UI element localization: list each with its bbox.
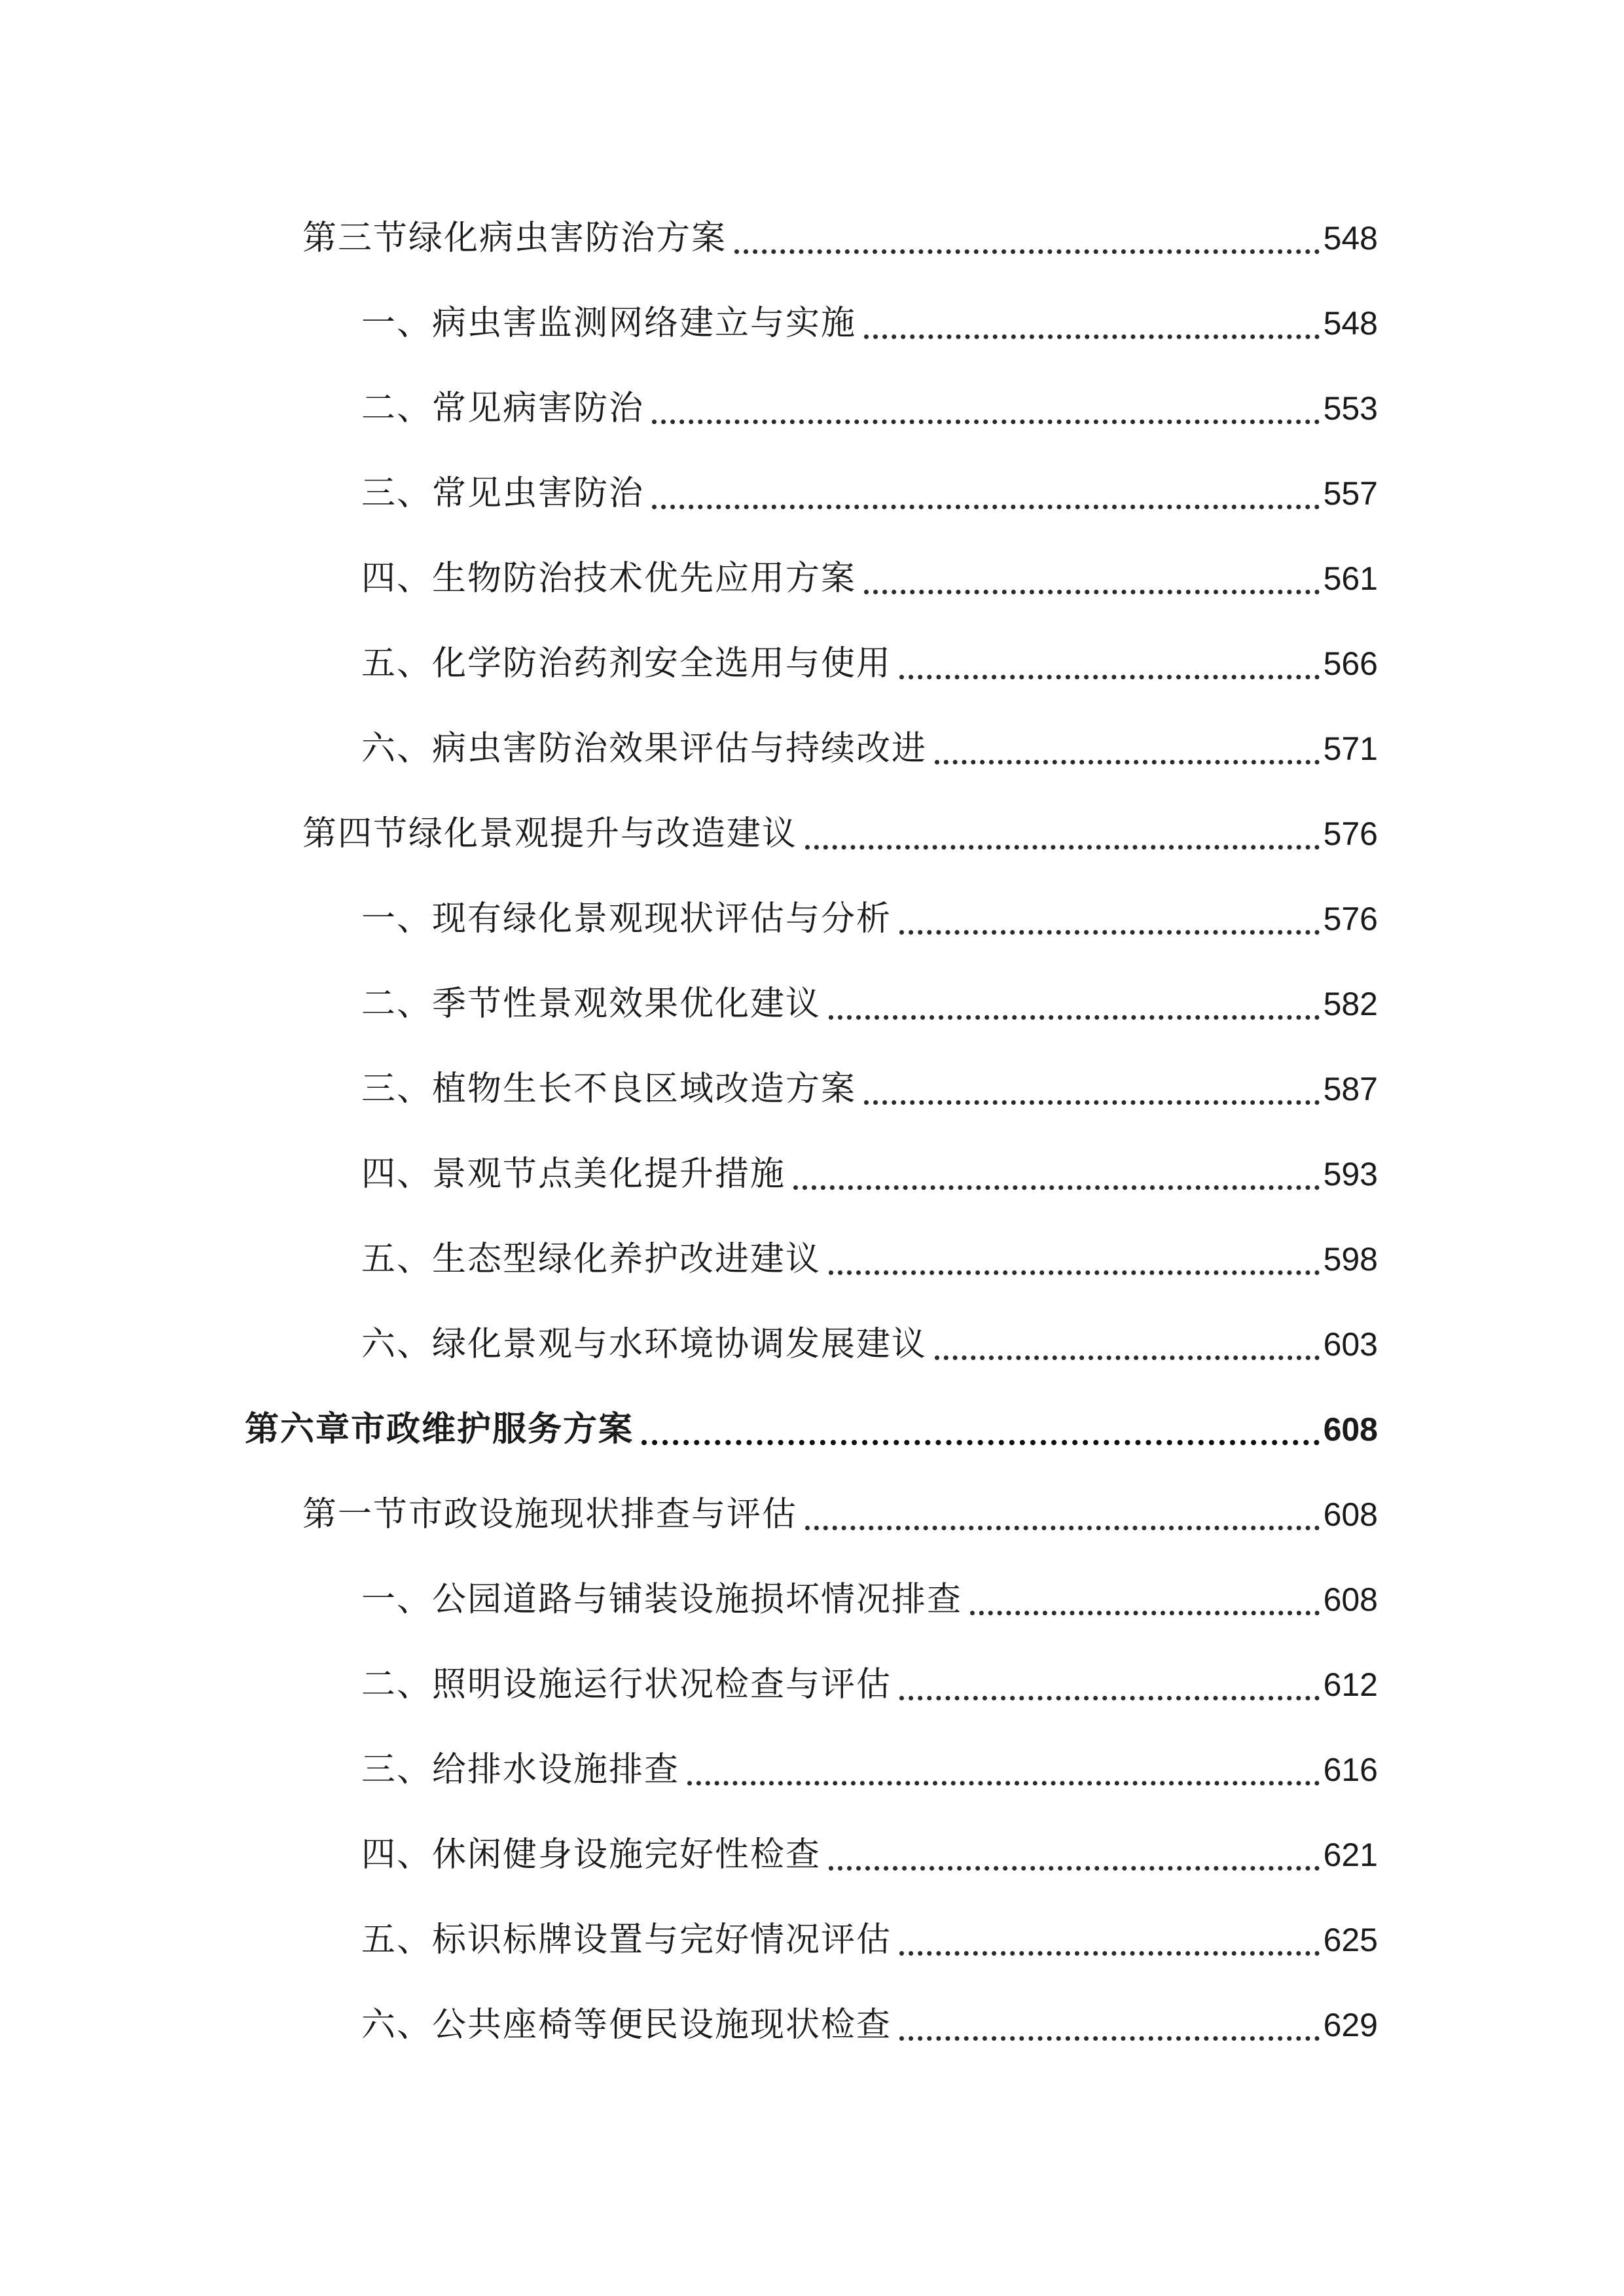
toc-entry[interactable] <box>361 1744 1378 1796</box>
toc-entry[interactable] <box>302 1488 1378 1541</box>
toc-dot-leader <box>805 1526 1320 1530</box>
toc-dot-leader <box>687 1781 1320 1785</box>
toc-dot-leader <box>864 1100 1320 1105</box>
toc-entry[interactable] <box>361 723 1378 775</box>
toc-entry-page: 608 <box>1323 1496 1378 1533</box>
toc-entry-title: 六、公共座椅等便民设施现状检查 <box>361 2005 892 2045</box>
toc-dot-leader <box>829 1270 1320 1275</box>
toc-dot-leader <box>935 1355 1320 1360</box>
toc-entry-page: 553 <box>1323 390 1378 427</box>
toc-dot-leader <box>864 590 1320 594</box>
toc-entry-page: 616 <box>1323 1751 1378 1788</box>
toc-entry[interactable] <box>361 637 1378 690</box>
toc-entry-page: 608 <box>1323 1581 1378 1618</box>
toc-dot-leader <box>734 249 1320 254</box>
toc-dot-leader <box>899 675 1320 679</box>
toc-entry-page: 625 <box>1323 1922 1378 1958</box>
toc-entry[interactable] <box>361 1148 1378 1200</box>
toc-entry[interactable] <box>361 467 1378 520</box>
toc-entry-title: 二、常见病害防治 <box>361 389 645 428</box>
toc-entry[interactable] <box>361 1318 1378 1371</box>
toc-entry[interactable] <box>361 1063 1378 1115</box>
toc-entry-page: 587 <box>1323 1071 1378 1107</box>
toc-entry-title: 三、给排水设施排查 <box>361 1750 680 1789</box>
toc-entry[interactable] <box>361 1829 1378 1881</box>
toc-entry-page: 608 <box>1323 1411 1378 1448</box>
toc-entry-title: 五、化学防治药剂安全选用与使用 <box>361 644 892 683</box>
toc-entry[interactable] <box>361 1914 1378 1966</box>
toc-entry-title: 第三节绿化病虫害防治方案 <box>302 219 727 258</box>
toc-dot-leader <box>899 2036 1320 2041</box>
toc-entry[interactable] <box>361 552 1378 605</box>
toc-entry-title: 四、生物防治技术优先应用方案 <box>361 559 857 598</box>
toc-entry-page: 593 <box>1323 1156 1378 1193</box>
toc-entry[interactable] <box>361 893 1378 945</box>
toc-entry-page: 598 <box>1323 1241 1378 1278</box>
toc-dot-leader <box>899 1696 1320 1700</box>
toc-entry[interactable] <box>302 808 1378 860</box>
toc-dot-leader <box>805 845 1320 850</box>
toc-entry-page: 576 <box>1323 816 1378 852</box>
toc-entry[interactable] <box>361 297 1378 350</box>
toc-entry-title: 一、病虫害监测网络建立与实施 <box>361 304 857 343</box>
toc-entry-page: 571 <box>1323 730 1378 767</box>
toc-entry-title: 四、景观节点美化提升措施 <box>361 1155 786 1194</box>
toc-entry-title: 二、季节性景观效果优化建议 <box>361 984 821 1024</box>
toc-entry-title: 三、常见虫害防治 <box>361 474 645 513</box>
toc-entry-page: 566 <box>1323 645 1378 682</box>
toc-dot-leader <box>899 1951 1320 1956</box>
toc-dot-leader <box>793 1185 1320 1190</box>
toc-entry-page: 576 <box>1323 901 1378 937</box>
toc-entry-title: 六、病虫害防治效果评估与持续改进 <box>361 729 928 768</box>
toc-entry-title: 二、照明设施运行状况检查与评估 <box>361 1665 892 1704</box>
toc-entry-page: 548 <box>1323 305 1378 342</box>
toc-entry[interactable] <box>361 978 1378 1030</box>
toc-entry[interactable] <box>361 382 1378 435</box>
toc-dot-leader <box>652 505 1320 509</box>
toc-entry-title: 一、公园道路与铺装设施损坏情况排查 <box>361 1580 963 1619</box>
toc-entry-page: 557 <box>1323 475 1378 512</box>
toc-entry-page: 561 <box>1323 560 1378 597</box>
toc-entry[interactable] <box>361 1233 1378 1285</box>
toc-entry-title: 第一节市政设施现状排查与评估 <box>302 1495 798 1534</box>
toc-dot-leader <box>899 930 1320 935</box>
toc-entry-chapter[interactable] <box>245 1403 1378 1456</box>
toc-entry-page: 603 <box>1323 1326 1378 1363</box>
toc-dot-leader <box>641 1440 1320 1445</box>
toc-entry-title: 六、绿化景观与水环境协调发展建议 <box>361 1325 928 1364</box>
toc-entry-title: 三、植物生长不良区域改造方案 <box>361 1069 857 1109</box>
toc-dot-leader <box>864 334 1320 339</box>
toc-entry-title: 四、休闲健身设施完好性检查 <box>361 1835 821 1874</box>
toc-entry-title: 五、标识标牌设置与完好情况评估 <box>361 1920 892 1960</box>
toc-dot-leader <box>935 760 1320 764</box>
toc-entry[interactable] <box>361 1659 1378 1711</box>
toc-entry-page: 612 <box>1323 1666 1378 1703</box>
toc-entry[interactable] <box>361 1573 1378 1626</box>
toc-entry-title: 五、生态型绿化养护改进建议 <box>361 1240 821 1279</box>
toc-entry-title: 第四节绿化景观提升与改造建议 <box>302 814 798 853</box>
toc-entry-title: 第六章市政维护服务方案 <box>245 1409 634 1449</box>
toc-dot-leader <box>970 1611 1320 1615</box>
toc-dot-leader <box>829 1015 1320 1020</box>
toc-entry[interactable] <box>361 1999 1378 2051</box>
toc-entry-page: 621 <box>1323 1837 1378 1873</box>
toc-entry-page: 582 <box>1323 986 1378 1022</box>
toc-entry[interactable] <box>302 212 1378 264</box>
toc-dot-leader <box>829 1866 1320 1871</box>
toc-entry-page: 629 <box>1323 2007 1378 2043</box>
toc-entry-title: 一、现有绿化景观现状评估与分析 <box>361 899 892 939</box>
toc-dot-leader <box>652 420 1320 424</box>
toc-entry-page: 548 <box>1323 220 1378 257</box>
